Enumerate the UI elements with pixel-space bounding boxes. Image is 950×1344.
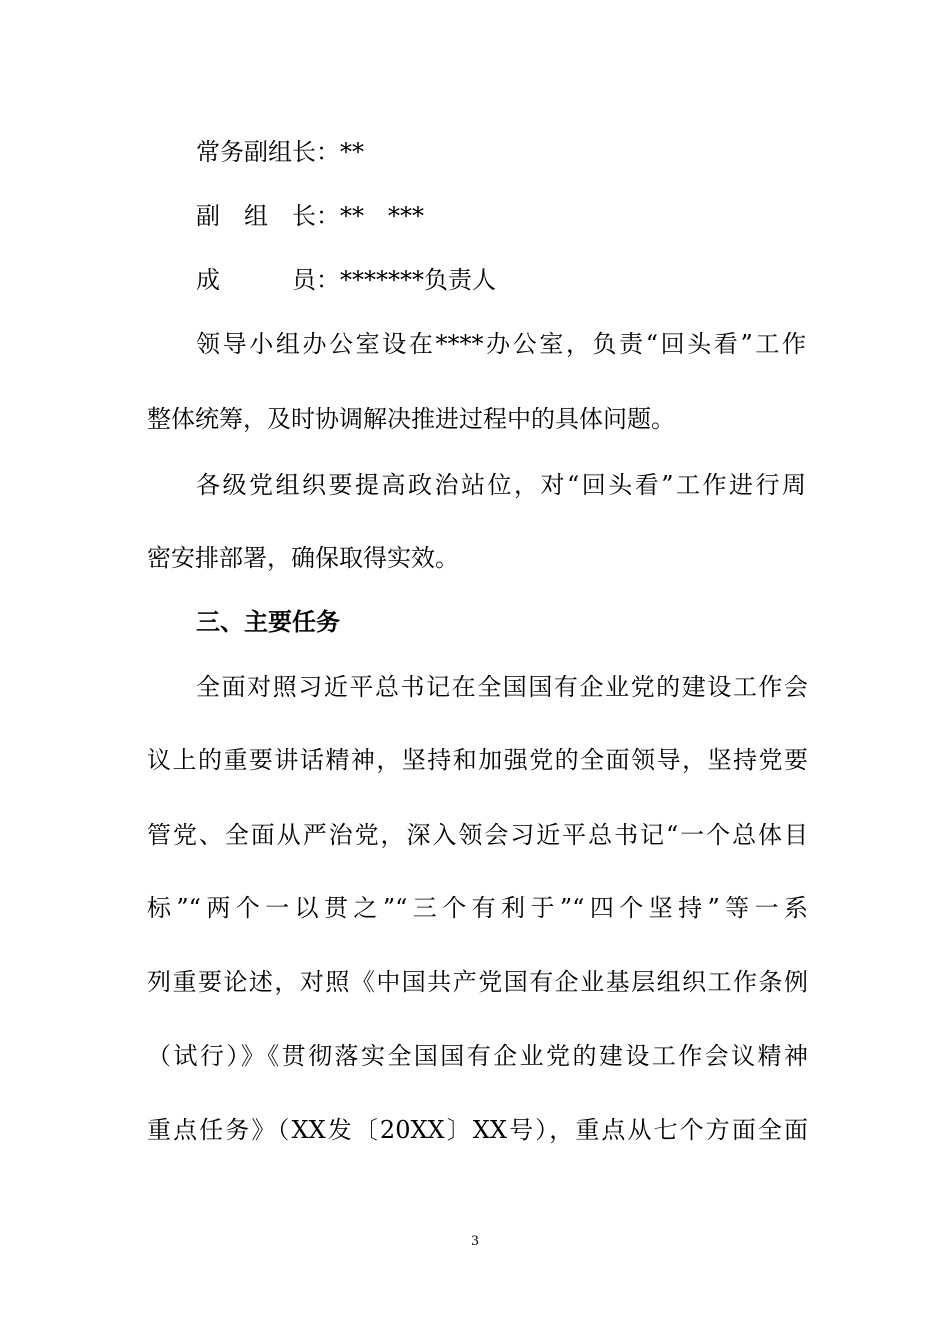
main-task-paragraph-line-1: 全面对照习近平总书记在全国国有企业党的建设工作会 bbox=[196, 673, 808, 701]
main-task-paragraph-line-4: 标”“两个一以贯之”“三个有利于”“四个坚持”等一系 bbox=[147, 894, 808, 922]
main-task-paragraph-line-3: 管党、全面从严治党，深入领会习近平总书记“一个总体目 bbox=[147, 821, 808, 849]
members-line: 成 员：*******负责人 bbox=[196, 266, 496, 294]
organization-paragraph-line-2: 密安排部署，确保取得实效。 bbox=[147, 544, 459, 572]
main-task-paragraph-line-5: 列重要论述，对照《中国共产党国有企业基层组织工作条例 bbox=[147, 968, 808, 996]
main-task-paragraph-line-7: 重点任务》（XX发〔20XX〕XX号），重点从七个方面全面 bbox=[147, 1116, 808, 1144]
deputy-leader-line: 副 组 长：** *** bbox=[196, 202, 424, 230]
office-paragraph-line-2: 整体统筹，及时协调解决推进过程中的具体问题。 bbox=[147, 405, 675, 433]
organization-paragraph-line-1: 各级党组织要提高政治站位，对“回头看”工作进行周 bbox=[196, 471, 806, 499]
page-number: 3 bbox=[471, 1233, 479, 1249]
main-task-paragraph-line-6: （试行）》《贯彻落实全国国有企业党的建设工作会议精神 bbox=[147, 1042, 808, 1070]
main-task-paragraph-line-2: 议上的重要讲话精神，坚持和加强党的全面领导，坚持党要 bbox=[147, 746, 808, 774]
executive-deputy-leader-line: 常务副组长：** bbox=[196, 138, 364, 166]
office-paragraph-line-1: 领导小组办公室设在****办公室，负责“回头看”工作 bbox=[196, 330, 806, 358]
section-heading: 三、主要任务 bbox=[196, 607, 340, 636]
